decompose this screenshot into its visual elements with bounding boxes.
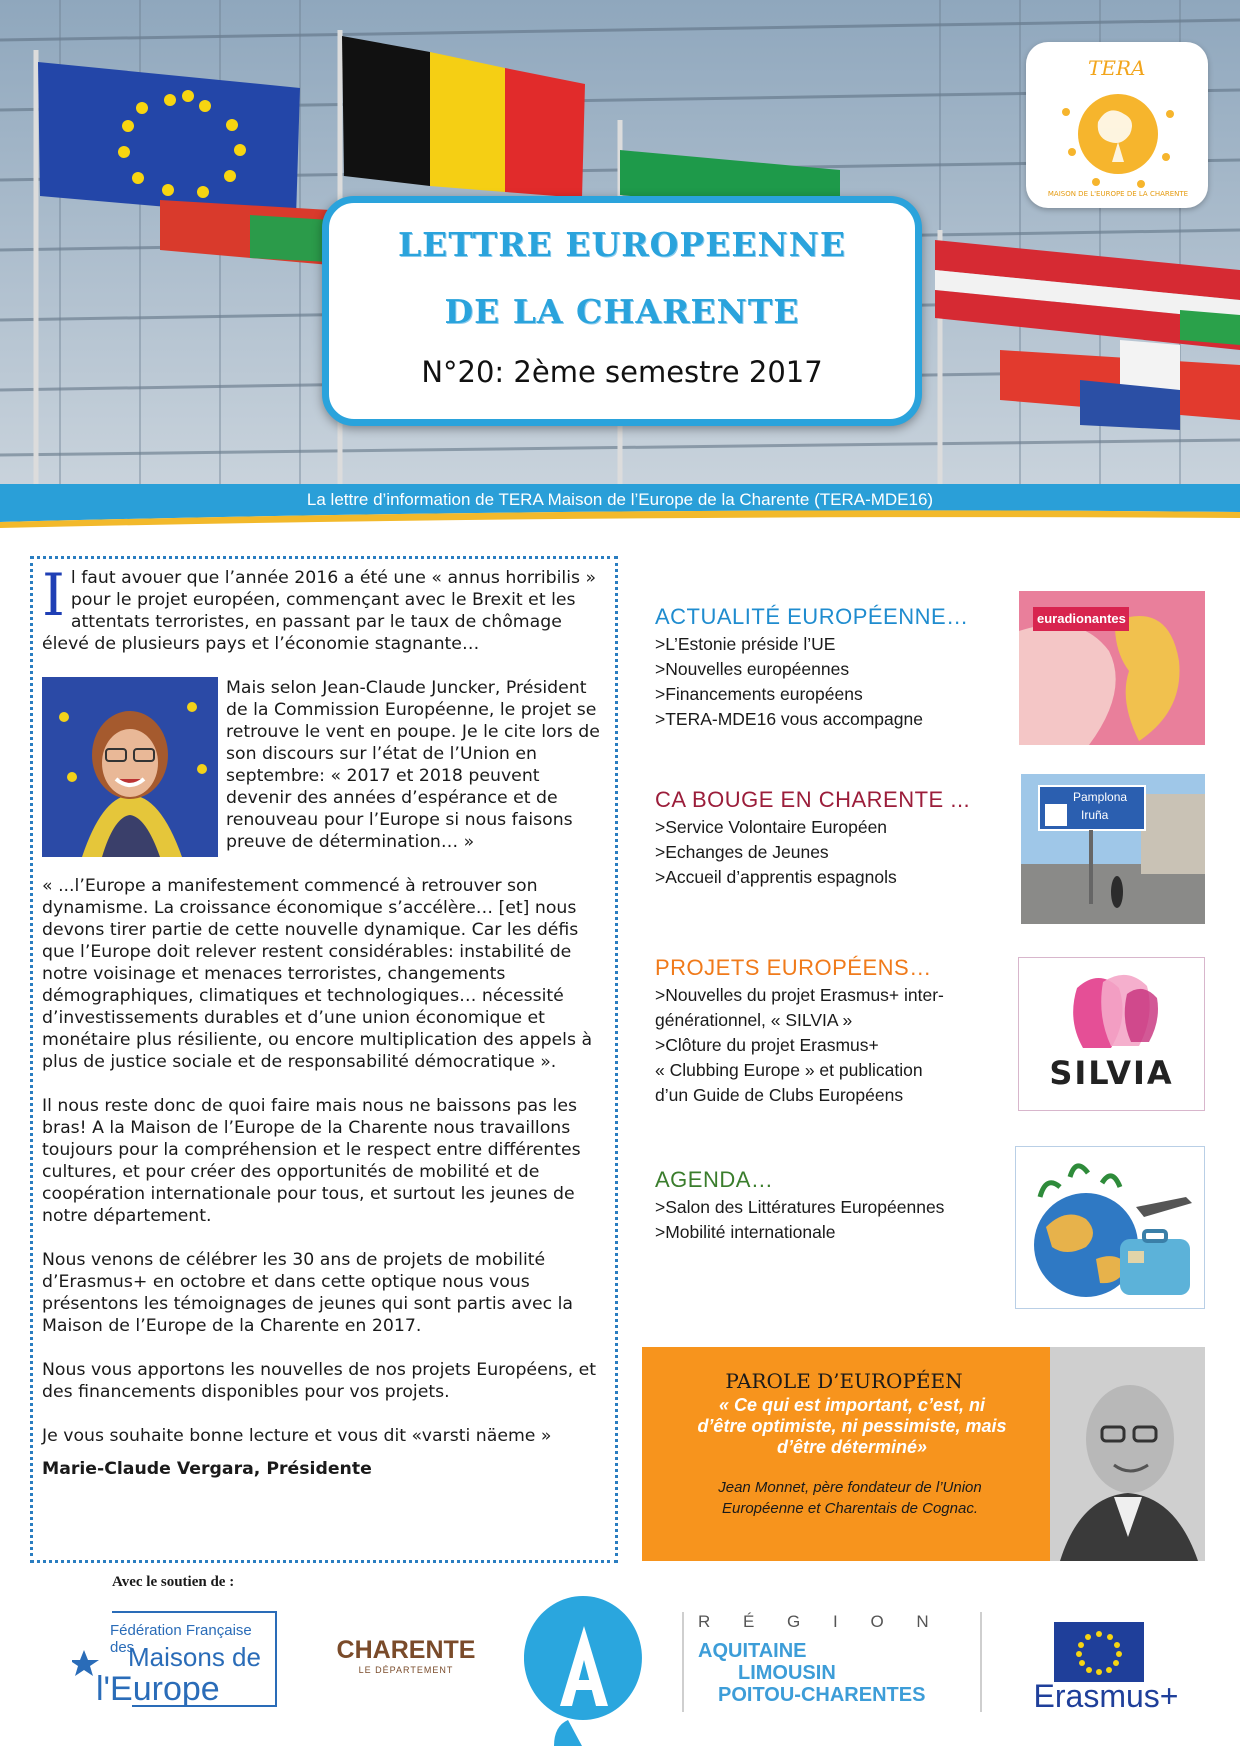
issue-number: N°20: 2ème semestre 2017 (421, 355, 823, 389)
list-item[interactable]: >Mobilité internationale (655, 1222, 836, 1242)
editorial-box (30, 556, 618, 1563)
ffme-line1: Fédération Française des (110, 1622, 252, 1656)
ffme-line3: l'Europe (96, 1670, 220, 1708)
list-item[interactable]: >Financements européens (655, 684, 863, 704)
erasmus-label: Erasmus+ (1033, 1678, 1179, 1714)
newsletter-title-line1: LETTRE EUROPEENNE (397, 225, 847, 264)
ffme-logo[interactable] (72, 1608, 278, 1708)
pamplona-photo[interactable] (1021, 774, 1205, 924)
quote-line: d’être optimiste, ni pessimiste, mais (697, 1416, 1007, 1436)
region-name-2: LIMOUSIN (738, 1662, 836, 1684)
list-item[interactable]: >TERA-MDE16 vous accompagne (655, 709, 923, 729)
eu-flag-icon (1054, 1622, 1144, 1682)
quote-title: PAROLE D’EUROPÉEN (725, 1369, 963, 1393)
euradionantes-label: euradionantes (1037, 611, 1126, 626)
support-label: Avec le soutien de : (112, 1574, 235, 1590)
section-actualite[interactable] (655, 604, 995, 732)
silvia-logo[interactable] (1018, 957, 1205, 1111)
section-agenda[interactable] (655, 1167, 995, 1245)
juncker-photo (42, 677, 218, 857)
tagline: La lettre d’information de TERA Maison de l’Europe de la Charente (TERA-MDE16) (306, 490, 934, 509)
list-item[interactable]: >Salon des Littératures Européennes (655, 1197, 945, 1217)
quote-author-line: Européenne et Charentais de Cognac. (721, 1500, 978, 1517)
list-item[interactable]: d’un Guide de Clubs Européens (655, 1085, 904, 1105)
agglomeration-a-logo[interactable] (524, 1596, 642, 1746)
quote-author (652, 1477, 1048, 1519)
region-name-1: AQUITAINE (698, 1640, 807, 1662)
editorial-paragraph-4: Il nous reste donc de quoi faire mais nous ne baissons pas les bras! A la Maison de l’Europe de la Charente nous travaillons toujours pour la compréhension et le respect entre différentes cultures, et pour créer des opportunités de mobilité et de coopération internationale pour tous, et surtout les jeunes de notre département. (42, 1096, 581, 1226)
globe-suitcase-icon (1016, 1147, 1204, 1308)
list-item[interactable]: >Echanges de Jeunes (655, 842, 829, 862)
list-item[interactable]: >Accueil d’apprentis espagnols (655, 867, 897, 887)
section-title[interactable]: AGENDA… (655, 1167, 774, 1192)
editorial-paragraph-1 (42, 561, 607, 655)
newsletter-title-line2: DE LA CHARENTE (444, 292, 800, 331)
region-logo[interactable] (682, 1612, 982, 1712)
editorial-paragraph-7: Je vous souhaite bonne lecture et vous dit «varsti näeme » (42, 1426, 552, 1446)
editorial-paragraph-6: Nous vous apportons les nouvelles de nos projets Européens, et des financements disponibles pour vos projets. (42, 1360, 597, 1402)
charente-name: CHARENTE (336, 1636, 476, 1664)
list-item[interactable]: générationnel, « SILVIA » (655, 1010, 853, 1030)
tera-logo[interactable] (1026, 42, 1208, 208)
signature: Marie-Claude Vergara, Présidente (42, 1459, 372, 1479)
quote-author-line: Jean Monnet, père fondateur de l’Union (718, 1479, 982, 1496)
header-banner (0, 0, 1240, 488)
section-title[interactable]: ACTUALITÉ EUROPÉENNE… (655, 604, 969, 629)
list-item[interactable]: >Clôture du projet Erasmus+ (655, 1035, 879, 1055)
section-title[interactable]: PROJETS EUROPÉENS… (655, 955, 932, 980)
list-item[interactable]: >Service Volontaire Européen (655, 817, 888, 837)
jean-monnet-photo (1050, 1347, 1205, 1561)
editorial-paragraph-3: « ...l’Europe a manifestement commencé à retrouver son dynamisme. La croissance économique s’accélère… [et] nous devons tirer partie de cette nouvelle dynamique. Car les défis que l’Europe doit relever restent considérables: instabilité de notre voisinage et menaces terroristes, changements démographiques, climatiques et technologiques… nécessité d’investissements durables et d’une union économique et monétaire plus résiliente, ou encore multiplication des appels à plus de justice sociale et de responsabilité démocratique ». (42, 876, 593, 1072)
editorial-paragraph-5: Nous venons de célébrer les 30 ans de projets de mobilité d’Erasmus+ en octobre et dans cette optique nous vous présentons les témoignages de jeunes qui sont partis avec la Maison de l’Europe de la Charente en 2017. (42, 1250, 574, 1336)
list-item[interactable]: « Clubbing Europe » et publication (655, 1060, 923, 1080)
erasmus-plus-logo[interactable] (1006, 1622, 1206, 1714)
euradionantes-image[interactable] (1019, 591, 1205, 745)
charente-subtitle: LE DÉPARTEMENT (358, 1665, 454, 1675)
list-item[interactable]: >Nouvelles du projet Erasmus+ inter- (655, 985, 944, 1005)
charente-logo[interactable] (328, 1636, 484, 1680)
section-ca-bouge[interactable] (655, 787, 995, 890)
tera-logo-subtitle: MAISON DE L'EUROPE DE LA CHARENTE (1047, 190, 1189, 198)
section-title[interactable]: CA BOUGE EN CHARENTE ... (655, 787, 971, 812)
quote-line: « Ce qui est important, c’est, ni (718, 1395, 986, 1415)
silvia-label: SILVIA (1049, 1054, 1174, 1092)
region-name-3: POITOU-CHARENTES (718, 1684, 926, 1706)
travel-image[interactable] (1015, 1146, 1205, 1309)
ffme-line2: Maisons de (128, 1642, 261, 1672)
list-item[interactable]: >L’Estonie préside l’UE (655, 634, 836, 654)
editorial-text-1: l faut avouer que l’année 2016 a été une « annus horribilis » pour le projet européen, commençant avec le Brexit et les attentats terroristes, en passant par le taux de chômage élevé de plusieurs pays et l’économie stagnante… (42, 568, 597, 654)
quote-box (642, 1347, 1205, 1561)
newsletter-title-box (322, 196, 922, 426)
tera-logo-name: TERA (1088, 56, 1146, 80)
iruna-label: Iruña (1081, 808, 1109, 822)
list-item[interactable]: >Nouvelles européennes (655, 659, 850, 679)
region-label: R É G I O N (698, 1612, 943, 1631)
section-projets[interactable] (655, 955, 995, 1108)
quote-text (656, 1395, 1048, 1458)
dropcap: I (42, 561, 65, 629)
pamplona-label: Pamplona (1073, 790, 1128, 804)
quote-line: d’être déterminé» (776, 1437, 928, 1457)
editorial-paragraph-2 (42, 677, 607, 853)
editorial-text-2: Mais selon Jean-Claude Juncker, Président de la Commission Européenne, le projet se retrouve le vent en poupe. Je le cite lors de son discours sur l’état de l’Union en septembre: « 2017 et 2018 peuvent devenir des années d’espérance et de renouveau pour l’Europe si nous faisons preuve de détermination… » (226, 678, 600, 852)
